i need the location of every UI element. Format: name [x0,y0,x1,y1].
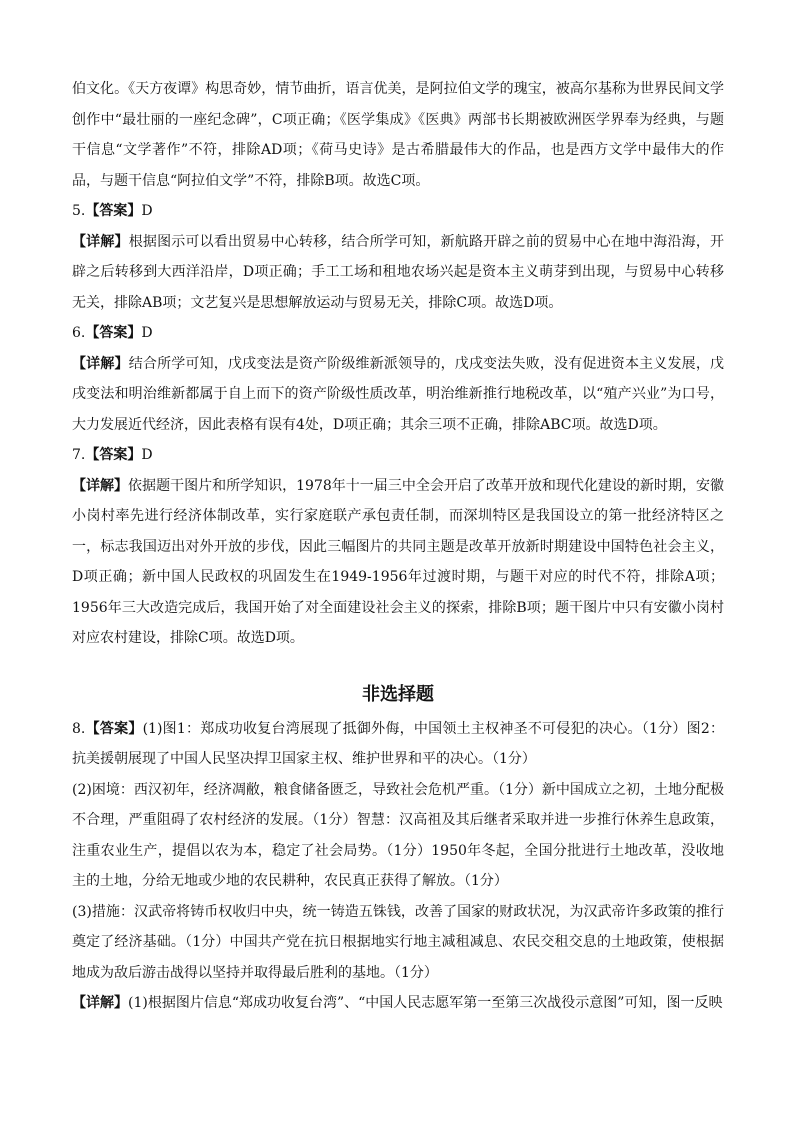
q8-answer-part2: (2)困境：西汉初年，经济凋敝，粮食储备匮乏，导致社会危机严重。（1分）新中国成立之初，土地分配极不合理，严重阻碍了农村经济的发展。（1分）智慧：汉高祖及其后继者采取并进一步推行休养生息政策，注重农业生产，提倡以农为本，稳定了社会局势。（1分）1950年冬起，全国分批进行土地改革，没收地主的土地，分给无地或少地的农民耕种，农民真正获得了解放。（1分） [72,781,724,889]
q8-detail [72,988,724,1019]
detail-tag: 【详解】 [72,477,129,494]
detail-text: (1)根据图片信息“郑成功收复台湾”、“中国人民志愿军第一至第三次战役示意图”可知，图一反映 [128,995,723,1011]
answer-tag: 【答案】 [85,325,142,341]
answer-value: D [141,203,153,219]
q5-answer [72,196,724,227]
q7-detail [72,471,724,654]
question-number: 5. [72,203,86,219]
document-page [72,74,724,1019]
q8-answer-part1 [72,714,724,775]
detail-text: 根据图示可以看出贸易中心转移，结合所学可知，新航路开辟之前的贸易中心在地中海沿海，开辟之后转移到大西洋沿岸，D项正确；手工工场和租地农场兴起是资本主义萌芽到出现，与贸易中心转移无关，排除AB项；文艺复兴是思想解放运动与贸易无关，排除C项。故选D项。 [72,233,725,311]
question-number: 8. [72,720,86,737]
answer-value: D [141,447,153,463]
section-title: 非选择题 [362,683,434,705]
detail-text: 结合所学可知，戊戌变法是资产阶级维新派领导的，戊戌变法失败，没有促进资本主义发展，戊戌变法和明治维新都属于自上而下的资产阶级性质改革，明治维新推行地税改革，以“殖产兴业”为口号，大力发展近代经济，因此表格有误有4处，D项正确；其余三项不正确，排除ABC项。故选D项。 [72,355,725,433]
detail-tag: 【详解】 [72,995,128,1011]
answer-tag: 【答案】 [85,447,142,463]
answer-value: D [141,325,153,341]
q6-detail [72,349,724,441]
answer-tag: 【答案】 [85,203,142,219]
q8-answer-part3: (3)措施：汉武帝将铸币权收归中央，统一铸造五铢钱，改善了国家的财政状况，为汉武帝许多政策的推行奠定了经济基础。（1分）中国共产党在抗日根据地实行地主减租减息、农民交租交息的土地政策，使根据地成为敌后游击战得以坚持并取得最后胜利的基地。（1分） [72,903,724,981]
continuation-paragraph: 伯文化。《天方夜谭》构思奇妙，情节曲折，语言优美，是阿拉伯文学的瑰宝，被高尔基称为世界民间文学创作中“最壮丽的一座纪念碑”，C项正确；《医学集成》《医典》两部书长期被欧洲医学界奉为经典，与题干信息“文学著作”不符，排除AD项；《荷马史诗》是古希腊最伟大的作品，也是西方文学中最伟大的作品，与题干信息“阿拉伯文学”不符，排除B项。故选C项。 [72,81,724,189]
question-number: 7. [72,447,86,463]
answer-tag: 【答案】 [85,720,143,737]
q6-answer [72,318,724,349]
detail-text: 依据题干图片和所学知识，1978年十一届三中全会开启了改革开放和现代化建设的新时期，安徽小岗村率先进行经济体制改革，实行家庭联产承包责任制，而深圳特区是我国设立的第一批经济特区之一，标志我国迈出对外开放的步伐，因此三幅图片的共同主题是改革开放新时期建设中国特色社会主义，D项正确；新中国人民政权的巩固发生在1949-1956年过渡时期，与题干对应的时代不符，排除A项；1956年三大改造完成后，我国开始了对全面建设社会主义的探索，排除B项；题干图片中只有安徽小岗村对应农村建设，排除C项。故选D项。 [72,477,725,646]
q5-detail [72,227,724,319]
question-number: 6. [72,325,86,341]
detail-tag: 【详解】 [72,355,129,372]
answer-part-text: (1)图1：郑成功收复台湾展现了抵御外侮，中国领土主权神圣不可侵犯的决心。（1分）图2：抗美援朝展现了中国人民坚决捍卫国家主权、维护世界和平的决心。（1分） [72,720,725,767]
q7-answer [72,440,724,471]
detail-tag: 【详解】 [72,233,129,250]
